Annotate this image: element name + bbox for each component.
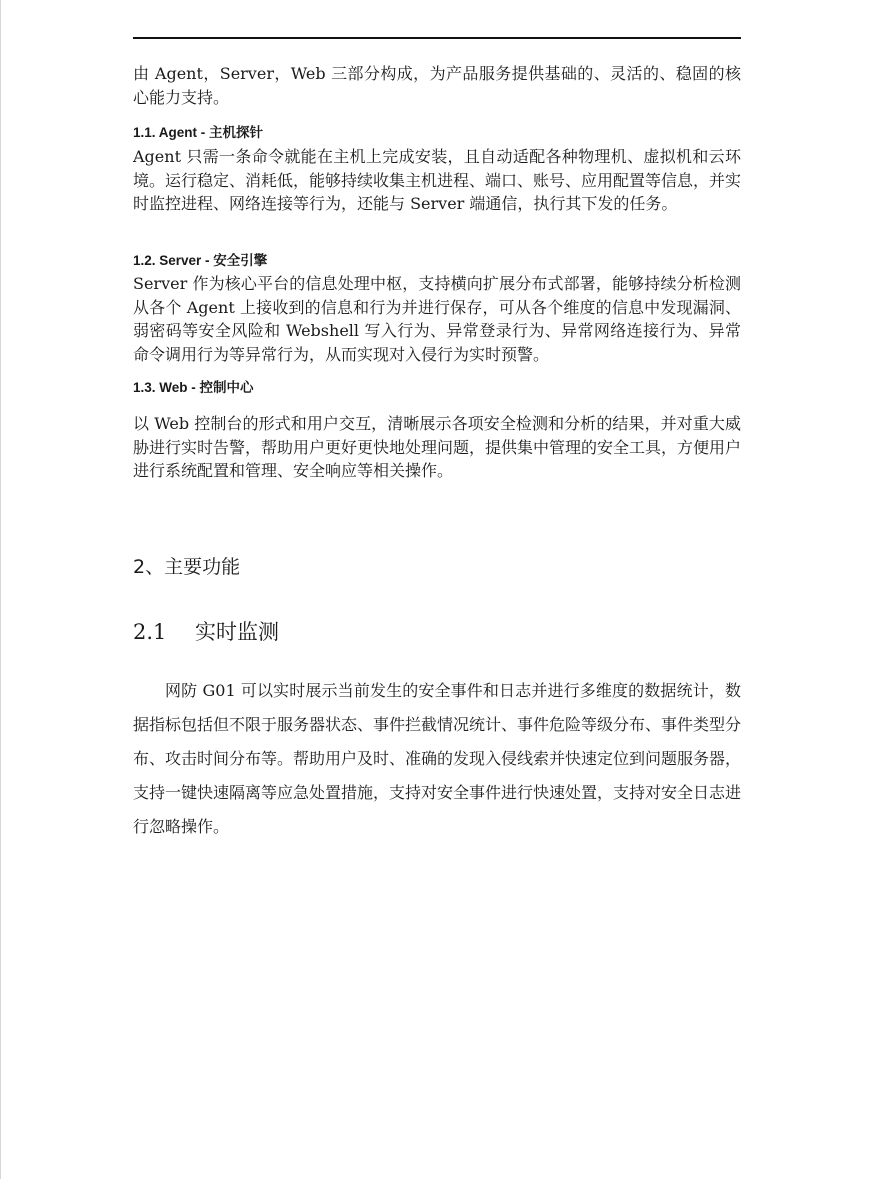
section-body-agent: Agent 只需一条命令就能在主机上完成安装，且自动适配各种物理机、虚拟机和云环境。运行稳定、消耗低，能够持续收集主机进程、端口、账号、应用配置等信息，并实时监控进程、网络连接等行为，还能与 Server 端通信，执行其下发的任务。: [133, 147, 742, 213]
subsection-body: 网防 G01 可以实时展示当前发生的安全事件和日志并进行多维度的数据统计，数据指标包括但不限于服务器状态、事件拦截情况统计、事件危险等级分布、事件类型分布、攻击时间分布等。帮助用户及时、准确的发现入侵线索并快速定位到问题服务器，支持一键快速隔离等应急处置措施，支持对安全事件进行快速处置，支持对安全日志进行忽略操作。: [133, 681, 742, 836]
subsection-number: 2.1: [133, 620, 167, 644]
chapter-heading: [133, 554, 240, 580]
subsection-heading: [133, 618, 279, 646]
section-body-server: Server 作为核心平台的信息处理中枢，支持横向扩展分布式部署，能够持续分析检测从各个 Agent 上接收到的信息和行为并进行保存，可从各个维度的信息中发现漏洞、弱密码等安全风险和 Webshell 写入行为、异常登录行为、异常网络连接行为、异常命令调用行为等异常行为，从而实现对入侵行为实时预警。: [133, 274, 741, 364]
chapter-title: 主要功能: [164, 556, 241, 578]
section-heading-server: 1.2. Server - 安全引擎: [133, 253, 268, 268]
page-left-edge: [0, 0, 1, 1179]
section-heading-agent: 1.1. Agent - 主机探针: [133, 125, 264, 140]
header-rule: [133, 37, 741, 39]
section-body-web: 以 Web 控制台的形式和用户交互，清晰展示各项安全检测和分析的结果，并对重大威胁进行实时告警，帮助用户更好更快地处理问题，提供集中管理的安全工具，方便用户进行系统配置和管理、安全响应等相关操作。: [133, 414, 742, 480]
chapter-number: 2、: [133, 556, 165, 578]
subsection-title: 实时监测: [195, 620, 279, 644]
section-heading-web: 1.3. Web - 控制中心: [133, 380, 254, 395]
intro-paragraph: 由 Agent，Server，Web 三部分构成，为产品服务提供基础的、灵活的、稳固的核心能力支持。: [133, 64, 741, 107]
